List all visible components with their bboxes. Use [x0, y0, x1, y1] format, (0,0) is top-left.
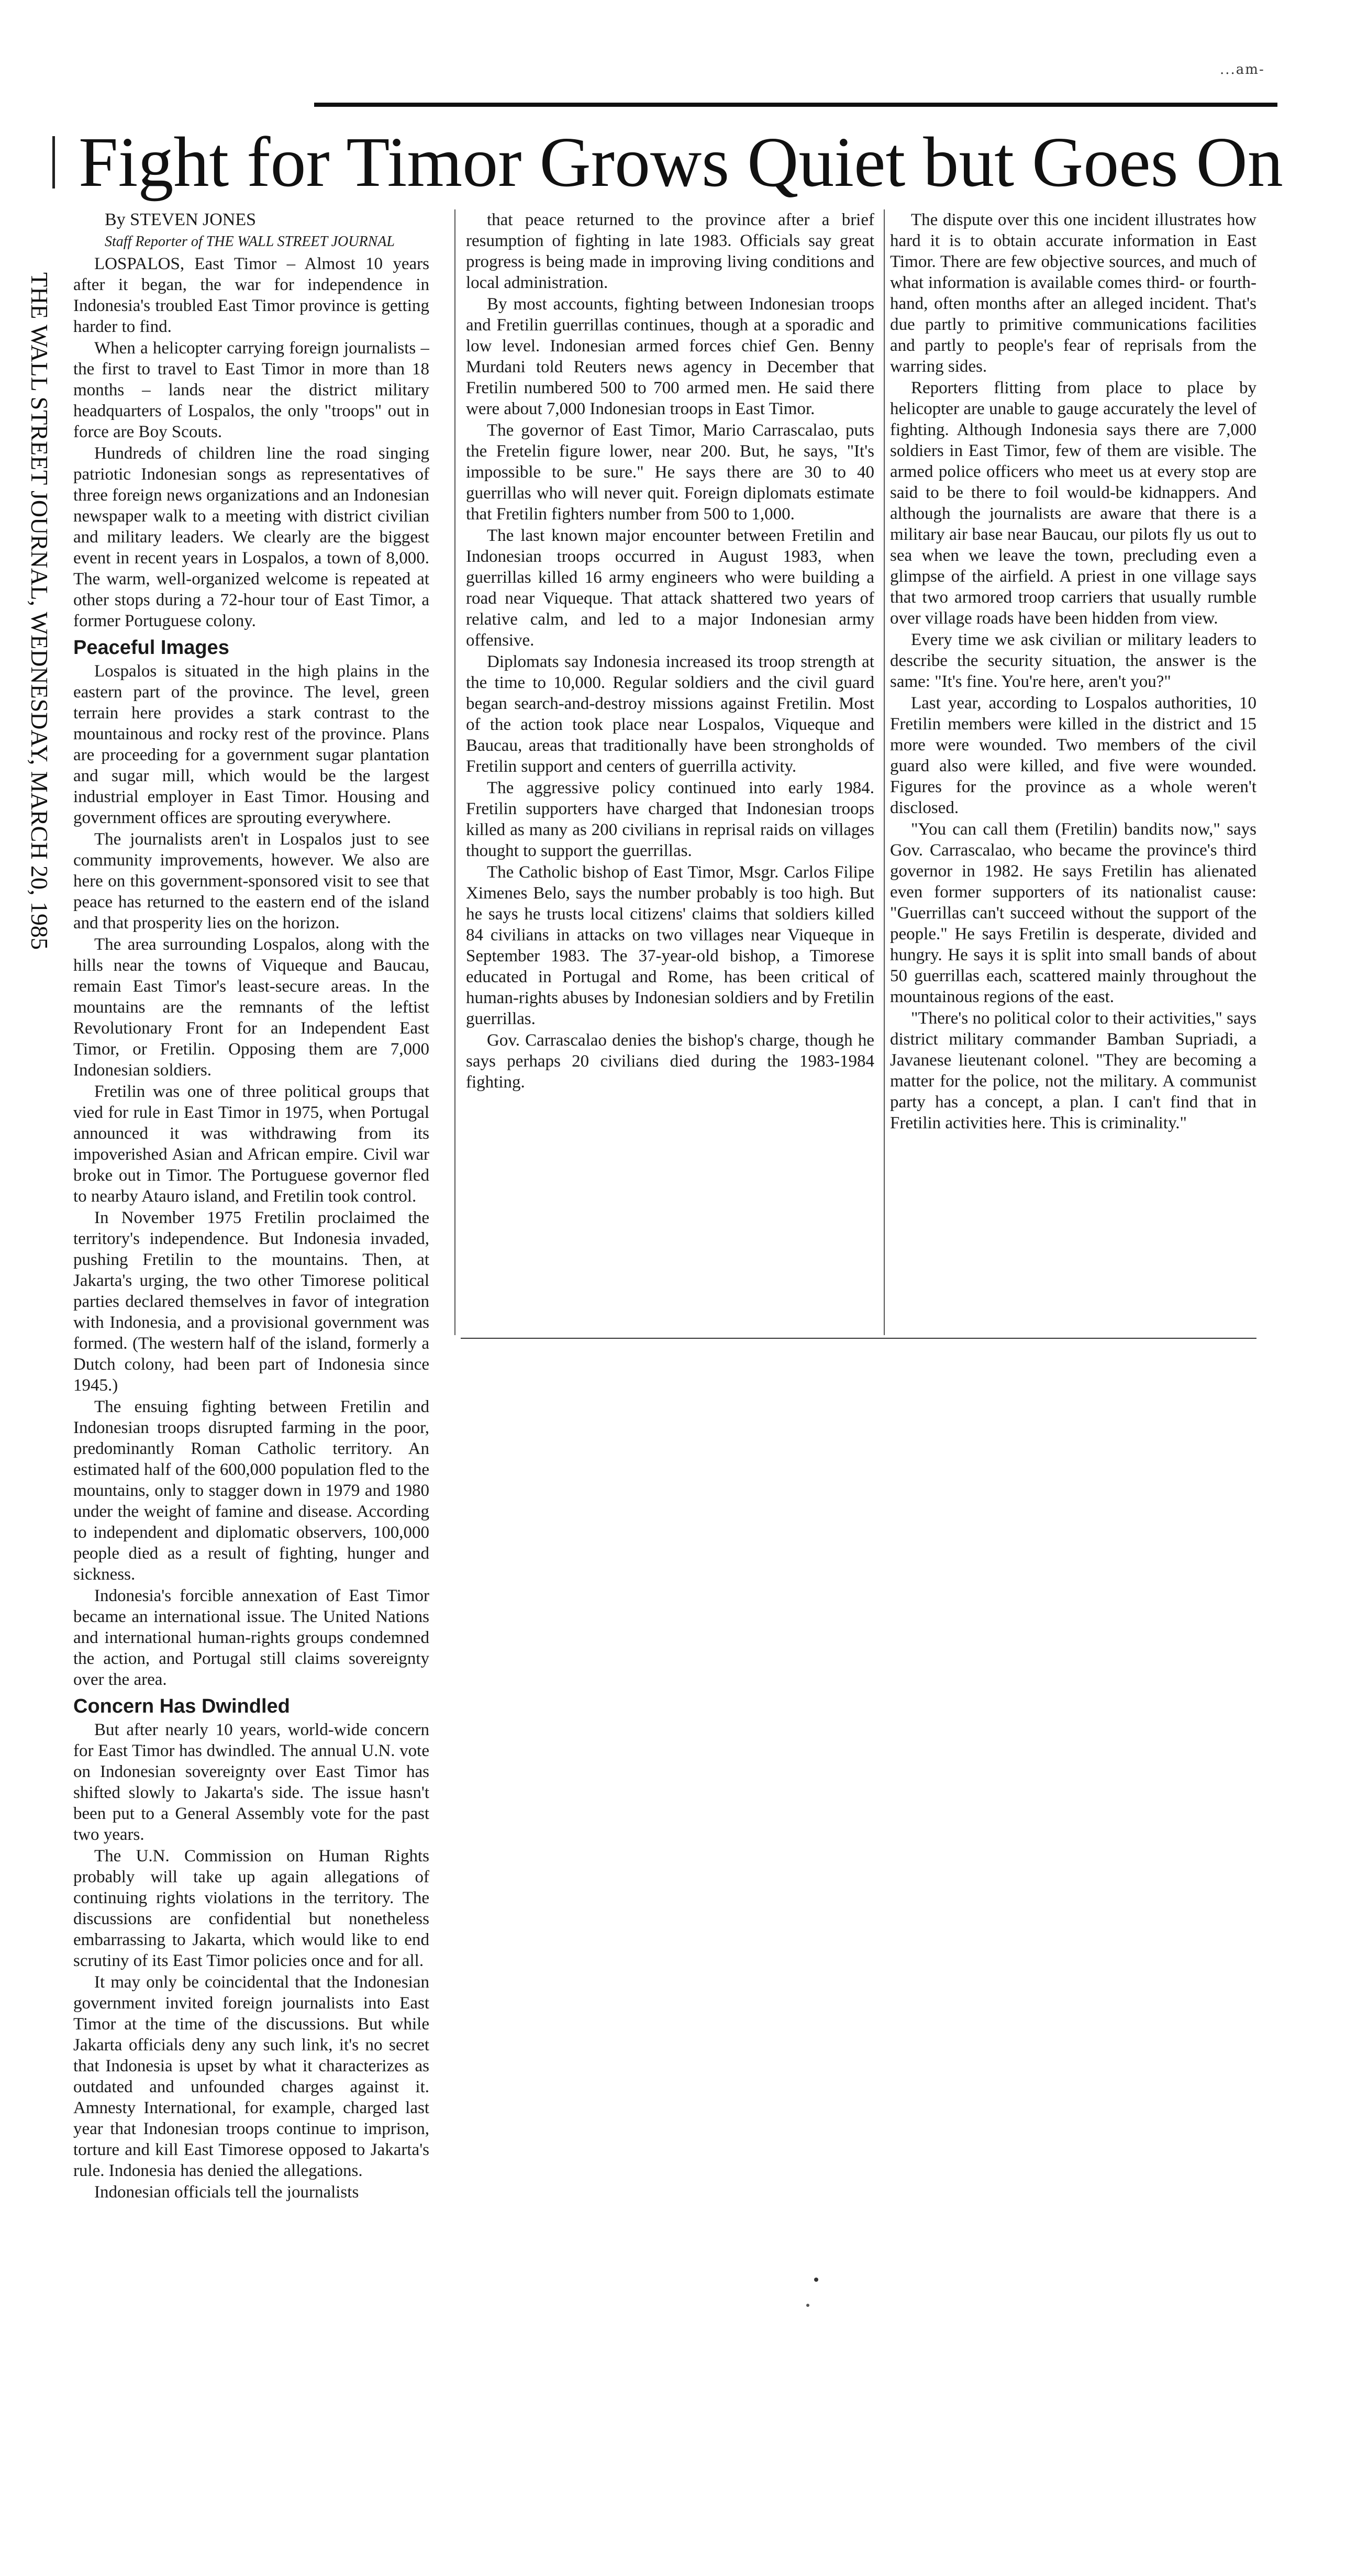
paragraph: In November 1975 Fretilin proclaimed the territory's independence. But Indonesia invaded, pushing Fretilin to the mountains. Then, at Jakarta's urging, the two other Timorese political parties declared themselves in favor of integration with Indonesia, and a provisional government was formed. (The western half of the island, formerly a Dutch colony, had been part of Indonesia since 1945.): [73, 1208, 429, 1395]
paragraph: The U.N. Commission on Human Rights probably will take up again allegations of continuing rights violations in the territory. The discussions are confidential but nonetheless embarrassing to Jakarta, which would like to end scrutiny of its East Timor policies once and for all.: [73, 1847, 429, 1970]
column-1-body: [73, 253, 429, 2203]
corner-clipping-mark: ...am-: [1220, 62, 1265, 77]
paragraph: The journalists aren't in Lospalos just to see community improvements, however. We also are here on this government-sponsored visit to see that peace has returned to the eastern end of the island and that prosperity lies on the horizon.: [73, 830, 429, 932]
paragraph: Hundreds of children line the road singing patriotic Indonesian songs as representatives of three foreign news organizations and an Indonesian newspaper walk to a meeting with district civilian and military leaders. We clearly are the biggest event in recent years in Lospalos, a town of 8,000. The warm, well-organized welcome is repeated at other stops during a 72-hour tour of East Timor, a former Portuguese colony.: [73, 444, 429, 630]
section-heading: Peaceful Images: [73, 637, 229, 659]
paragraph: The Catholic bishop of East Timor, Msgr. Carlos Filipe Ximenes Belo, says the number probably is too high. But he says he trusts local citizens' claims that soldiers killed 84 civilians in attacks on two villages near Viqueque in September 1983. The 37-year-old bishop, a Timorese educated in Portugal and Rome, has been critical of human-rights abuses by Indonesian soldiers and by Fretilin guerrillas.: [466, 863, 874, 1028]
paragraph: Indonesian officials tell the journalists: [94, 2183, 359, 2202]
paragraph: Diplomats say Indonesia increased its troop strength at the time to 10,000. Regular soldiers and the civil guard began search-and-destroy missions against Fretilin. Most of the action took place near Lospalos, Viqueque and Baucau, areas that traditionally have been strongholds of Fretilin support and centers of guerrilla activity.: [466, 652, 874, 776]
paragraph: But after nearly 10 years, world-wide concern for East Timor has dwindled. The annual U.N. vote on Indonesian sovereignty over East Timor has shifted slowly to Jakarta's side. The issue hasn't been put to a General Assembly vote for the past two years.: [73, 1720, 429, 1844]
paragraph: "There's no political color to their activities," says district military commander Bamban Supriadi, a Javanese lieutenant colonel. "They are becoming a matter for the police, not the military. A communist party has a concept, a plan. I can't find that in Fretilin activities here. This is criminality.": [890, 1009, 1256, 1132]
article-column-2: [466, 209, 874, 1330]
paragraph: Fretilin was one of three political groups that vied for rule in East Timor in 1975, when Portugal announced it was withdrawing from its impoverished Asian and African empire. Civil war broke out in Timor. The Portuguese governor fled to nearby Atauro island, and Fretilin took control.: [73, 1082, 429, 1206]
paragraph: LOSPALOS, East Timor – Almost 10 years after it began, the war for independence in Indonesia's troubled East Timor province is getting harder to find.: [73, 254, 429, 336]
paragraph: Last year, according to Lospalos authorities, 10 Fretilin members were killed in the district and 15 more were wounded. Two members of the civil guard also were killed, and five were wounded. Figures for the province as a whole weren't disclosed.: [890, 694, 1256, 817]
article-column-3: [890, 209, 1256, 1330]
staff-line: Staff Reporter of THE WALL STREET JOURNAL: [105, 234, 395, 250]
paragraph: The dispute over this one incident illustrates how hard it is to obtain accurate information in East Timor. There are few objective sources, and much of what information is available comes third- or fourth-hand, often months after an alleged incident. That's due partly to primitive communications facilities and partly to people's fear of reprisals from the warring sides.: [890, 210, 1256, 376]
headline: Fight for Timor Grows Quiet but Goes On: [79, 123, 1283, 202]
headline-margin-bar: [52, 136, 55, 188]
paragraph: that peace returned to the province after a brief resumption of fighting in late 1983. Officials say great progress is being made in improving living conditions and local administration.: [466, 210, 874, 292]
stray-mark: [814, 2278, 818, 2282]
paragraph: "You can call them (Fretilin) bandits now," says Gov. Carrascalao, who became the province's third governor in 1982. He says Fretilin has alienated even former supporters of its nationalist cause: "Guerrillas can't succeed without the support of the people." He says Fretilin is desperate, divided and hungry. He says it is split into small bands of about 50 guerrillas each, scattered mainly throughout the mountainous regions of the east.: [890, 820, 1256, 1006]
paragraph: By most accounts, fighting between Indonesian troops and Fretilin guerrillas continues, though at a sporadic and low level. Indonesian armed forces chief Gen. Benny Murdani told Reuters news agency in December that Fretilin numbered 500 to 700 armed men. He said there were about 7,000 Indonesian troops in East Timor.: [466, 295, 874, 418]
paragraph: Reporters flitting from place to place by helicopter are unable to gauge accurately the level of fighting. Although Indonesia says there are 7,000 soldiers in East Timor, few of them are visible. The armed police officers who meet us at every stop are said to be there to foil would-be kidnappers. And although the journalists are aware that there is a military air base near Baucau, our pilots fly us out to sea when we leave the town, precluding even a glimpse of the airfield. A priest in one village says that two armored troop carriers that usually rumble over village roads have been hidden from view.: [890, 379, 1256, 628]
column-separator-1: [454, 209, 455, 1335]
paragraph: Gov. Carrascalao denies the bishop's charge, though he says perhaps 20 civilians died during the 1983-1984 fighting.: [466, 1031, 874, 1092]
paragraph: The ensuing fighting between Fretilin and Indonesian troops disrupted farming in the poor, predominantly Roman Catholic territory. An estimated half of the 600,000 population fled to the mountains, only to stagger down in 1979 and 1980 under the weight of famine and disease. According to independent and diplomatic observers, 100,000 people died as a result of fighting, hunger and sickness.: [73, 1397, 429, 1584]
top-rule: [314, 103, 1277, 107]
paragraph: It may only be coincidental that the Indonesian government invited foreign journalists into East Timor at the time of the discussions. But while Jakarta officials deny any such link, it's no secret that Indonesia is upset by what it characterizes as outdated and unfounded charges against it. Amnesty International, for example, charged last year that Indonesian troops continue to imprison, torture and kill East Timorese opposed to Jakarta's rule. Indonesia has denied the allegations.: [73, 1973, 429, 2180]
paragraph: The aggressive policy continued into early 1984. Fretilin supporters have charged that Indonesian troops killed as many as 200 civilians in reprisal raids on villages thought to support the guerrillas.: [466, 779, 874, 860]
column-2-body: [466, 209, 874, 1093]
article-end-rule: [461, 1338, 1256, 1339]
byline: By STEVEN JONES: [105, 210, 257, 229]
column-separator-2: [884, 209, 885, 1335]
paragraph: Every time we ask civilian or military leaders to describe the security situation, the answer is the same: "It's fine. You're here, aren't you?": [890, 630, 1256, 691]
article-column-1: [73, 209, 429, 2555]
paragraph: The area surrounding Lospalos, along with the hills near the towns of Viqueque and Baucau, remain East Timor's least-secure areas. In the mountains are the remnants of the leftist Revolutionary Front for an Independent East Timor, or Fretilin. Opposing them are 7,000 Indonesian soldiers.: [73, 935, 429, 1080]
section-heading: Concern Has Dwindled: [73, 1695, 290, 1717]
paragraph: Lospalos is situated in the high plains in the eastern part of the province. The level, green terrain here provides a stark contrast to the mountainous and rocky rest of the province. Plans are proceeding for a government sugar plantation and sugar mill, which would be the largest industrial employer in East Timor. Housing and government offices are sprouting everywhere.: [73, 662, 429, 827]
column-3-body: [890, 209, 1256, 1134]
stray-mark: [806, 2304, 809, 2307]
dateline: THE WALL STREET JOURNAL, WEDNESDAY, MARCH 20, 1985: [26, 272, 53, 950]
paragraph: When a helicopter carrying foreign journalists – the first to travel to East Timor in more than 18 months – lands near the district military headquarters of Lospalos, the only "troops" out in force are Boy Scouts.: [73, 339, 429, 441]
paragraph: The last known major encounter between Fretilin and Indonesian troops occurred in August 1983, when guerrillas killed 16 army engineers who were building a road near Viqueque. That attack shattered two years of relative calm, and led to a major Indonesian army offensive.: [466, 526, 874, 650]
paragraph: The governor of East Timor, Mario Carrascalao, puts the Fretelin figure lower, near 200. But, he says, "It's impossible to be sure." He says there are 30 to 40 guerrillas who will never quit. Foreign diplomats estimate that Fretilin fighters number from 500 to 1,000.: [466, 421, 874, 524]
paragraph: Indonesia's forcible annexation of East Timor became an international issue. The United Nations and international human-rights groups condemned the action, and Portugal still claims sovereignty over the area.: [73, 1586, 429, 1689]
